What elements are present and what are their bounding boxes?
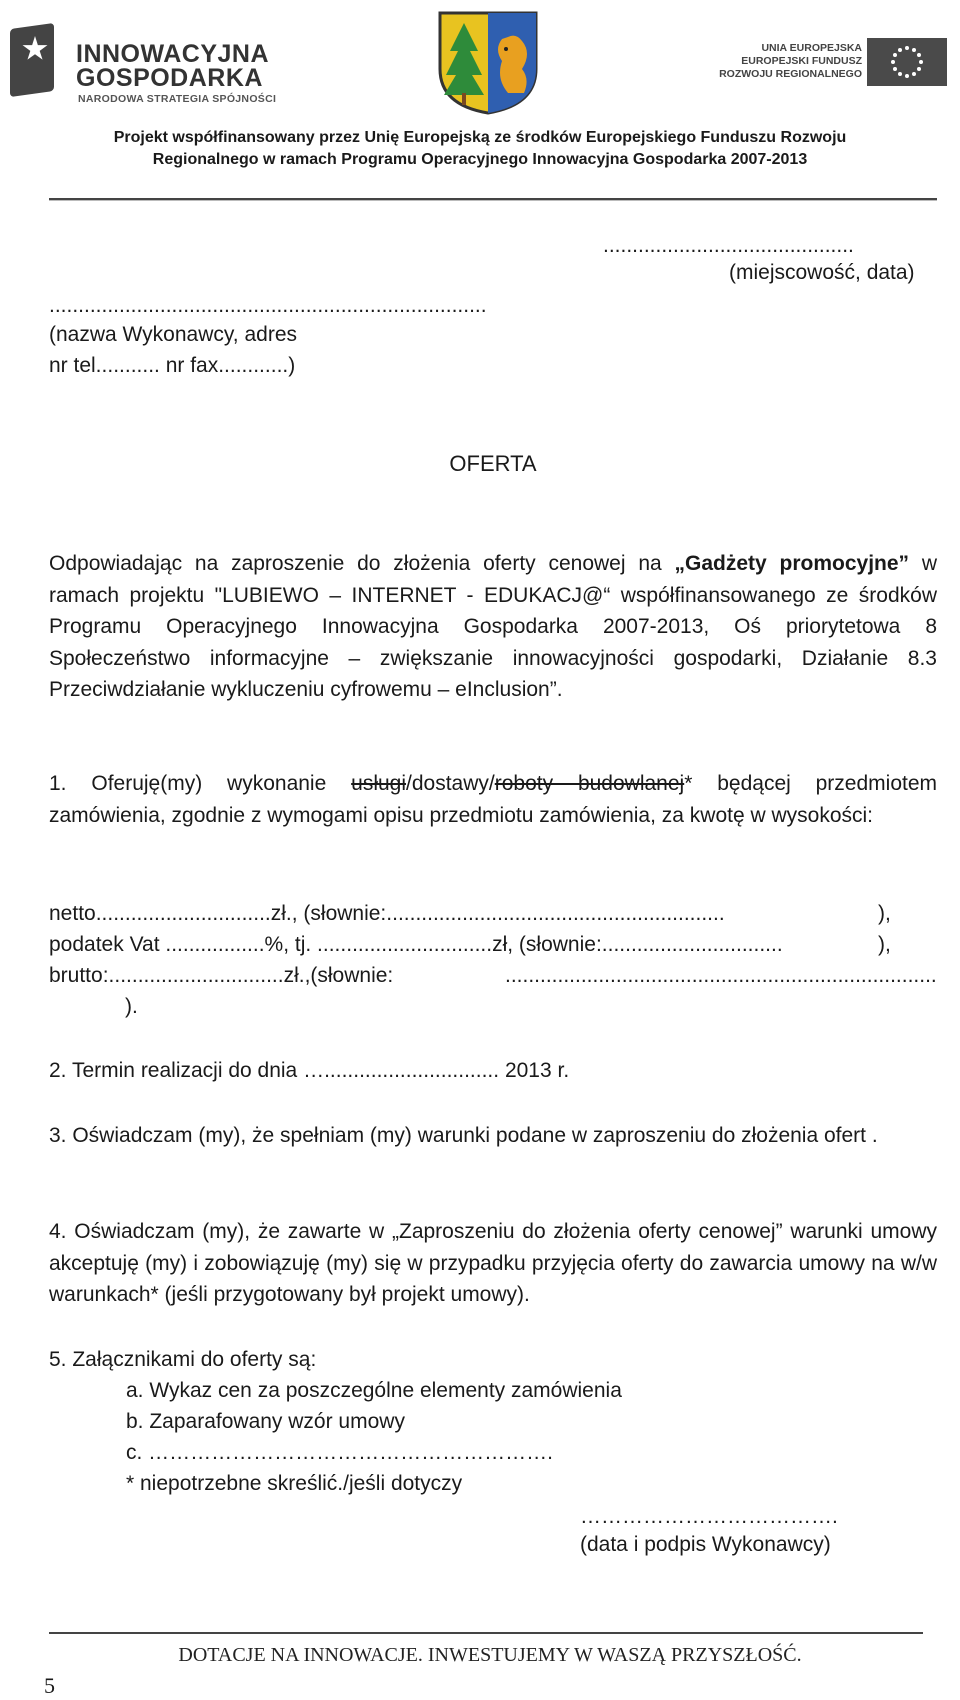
header-divider <box>49 198 937 200</box>
eu-logo <box>712 38 952 88</box>
ig-logo-line3: NARODOWA STRATEGIA SPÓJNOŚCI <box>78 93 277 105</box>
amount-brutto-end: ). <box>125 995 138 1018</box>
intro-subject: „Gadżety promocyjne” <box>674 552 910 575</box>
amount-brutto: brutto:..............................zł.,(słownie: <box>49 964 394 987</box>
ig-logo-line2: GOSPODARKA <box>76 64 263 92</box>
item-5-heading: 5. Załącznikami do oferty są: <box>49 1348 317 1371</box>
item-1-suffix: * będącej przedmiotem zamówienia, zgodnie z wymogami opisu przedmiotu zamówienia, za kwotę w wysokości: <box>49 772 938 827</box>
contractor-phone-fax: nr tel........... nr fax............) <box>49 354 296 377</box>
item-5-c: c. …………………………………………………. <box>126 1441 554 1464</box>
place-date-label: (miejscowość, data) <box>729 261 915 284</box>
item-5-b: b. Zaparafowany wzór umowy <box>126 1410 405 1433</box>
item-3: 3. Oświadczam (my), że spełniam (my) warunki podane w zaproszeniu do złożenia ofert . <box>49 1124 878 1147</box>
amount-vat-end: ), <box>878 933 891 956</box>
intro-paragraph <box>49 548 937 706</box>
intro-text-end: w ramach projektu "LUBIEWO – INTERNET - EDUKACJ@“ współfinansowanego ze środków Programu Operacyjnego Innowacyjna Gospodarka 2007-2013, Oś priorytetowa 8 Społeczeństwo informacyjne – zwiększanie innowacyjności gospodarki, Działanie 8.3 Przeciwdziałanie wykluczeniu cyfrowemu – eInclusion”. <box>49 552 938 701</box>
innowacyjna-gospodarka-logo <box>4 18 284 108</box>
item-5-a: a. Wykaz cen za poszczególne elementy zamówienia <box>126 1379 622 1402</box>
signature-label: (data i podpis Wykonawcy) <box>580 1533 831 1556</box>
item-1-struck-service: usługi <box>351 772 407 795</box>
item-4: 4. Oświadczam (my), że zawarte w „Zaproszeniu do złożenia oferty cenowej” warunki umowy akceptuję (my) i zobowiązuję (my) się w przypadku przyjęcia oferty do zawarcia umowy na w/w warunkach* (jeśli przygotowany był projekt umowy). <box>49 1220 937 1306</box>
item-1-struck-works: roboty budowlanej <box>494 772 685 795</box>
ig-logo-line1: INNOWACYJNA <box>76 40 270 68</box>
eu-logo-line3: ROZWOJU REGIONALNEGO <box>719 68 862 80</box>
place-date-dots: ........................................... <box>603 234 854 257</box>
contractor-dots: ........................................................................... <box>49 294 487 317</box>
amount-brutto-dots: .......................................................................... <box>505 964 937 987</box>
page-number: 5 <box>44 1673 55 1698</box>
project-line-2: Regionalnego w ramach Programu Operacyjnego Innowacyjna Gospodarka 2007-2013 <box>152 151 808 168</box>
amount-netto-end: ), <box>878 902 891 925</box>
document-title: OFERTA <box>449 451 537 476</box>
footer-divider <box>49 1632 923 1634</box>
item-1-prefix: 1. Oferuję(my) wykonanie <box>49 772 352 795</box>
footer-slogan: DOTACJE NA INNOWACJE. INWESTUJEMY W WASZĄ PRZYSZŁOŚĆ. <box>178 1644 802 1666</box>
eu-logo-line2: EUROPEJSKI FUNDUSZ <box>741 55 862 67</box>
coat-of-arms-icon <box>436 9 540 115</box>
item-1 <box>49 768 937 831</box>
amount-vat: podatek Vat .................%, tj. ..............................zł, (słownie:............................... <box>49 933 783 956</box>
eu-flag-icon <box>867 38 947 86</box>
signature-dots: ………………………………. <box>580 1505 838 1528</box>
contractor-label: (nazwa Wykonawcy, adres <box>49 323 298 346</box>
item-2: 2. Termin realizacji do dnia ….............................. 2013 r. <box>49 1059 570 1082</box>
project-line-1: Projekt współfinansowany przez Unię Europejską ze środków Europejskiego Funduszu Rozwoju <box>113 129 847 146</box>
amount-netto: netto..............................zł., (słownie:.......................................................... <box>49 902 725 925</box>
ig-logo-emblem <box>10 23 54 97</box>
intro-text-start: Odpowiadając na zaproszenie do złożenia oferty cenowej na <box>49 552 675 575</box>
item-1-delivery: /dostawy/ <box>406 772 495 795</box>
eu-logo-line1: UNIA EUROPEJSKA <box>761 42 862 54</box>
item-5-note: * niepotrzebne skreślić./jeśli dotyczy <box>126 1472 463 1495</box>
